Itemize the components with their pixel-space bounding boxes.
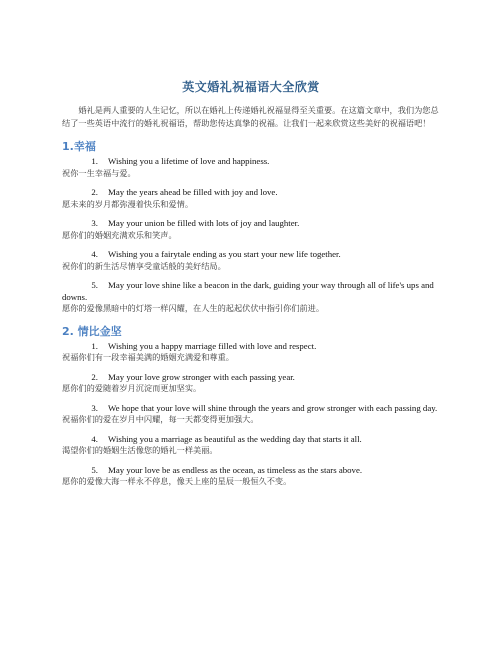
english-text: Wishing you a fairytale ending as you start your new life together. [108,249,341,259]
english-text: May your love be as endless as the ocean, as timeless as the stars above. [108,464,363,475]
section-love-stronger-than-gold [62,323,440,488]
chinese-text: 愿你们的爱随着岁月沉淀而更加坚实。 [62,383,202,393]
english-text: Wishing you a lifetime of love and happiness. [108,156,270,166]
chinese-text: 愿未来的岁月都弥漫着快乐和爱情。 [62,198,194,209]
item-number: 3. [91,402,98,413]
list-item [62,434,440,457]
item-number: 2. [91,187,98,197]
list-item [62,403,440,426]
section-heading: 2. 情比金坚 [62,324,122,338]
intro-paragraph: 婚礼是两人重要的人生记忆，所以在婚礼上传递婚礼祝福显得至关重要。在这篇文章中，我们为您总结了一些英语中流行的婚礼祝福语，帮助您传达真挚的祝福。让我们一起来欣赏这些美好的祝福语吧！ [62,105,439,128]
list-item [62,341,440,364]
section-heading: 1.幸福 [62,140,96,153]
list-item [62,156,440,179]
list-item [62,372,440,395]
english-text: May your union be filled with lots of joy and laughter. [108,218,300,228]
english-text: We hope that your love will shine through the years and grow stronger with each passing day. [108,402,438,413]
chinese-text: 祝福你们有一段幸福美满的婚姻充满爱和尊重。 [62,352,234,362]
item-number: 3. [91,218,98,228]
chinese-text: 愿你们的婚姻充满欢乐和笑声。 [62,229,177,240]
list-item [62,249,440,272]
item-number: 4. [91,433,98,444]
chinese-text: 祝福你们的爱在岁月中闪耀，每一天都变得更加强大。 [62,414,259,424]
item-number: 4. [91,249,98,259]
english-text: May the years ahead be filled with joy and love. [108,187,278,197]
document-title: 英文婚礼祝福语大全欣赏 [182,80,320,94]
item-number: 5. [91,464,98,475]
list-item [62,465,440,488]
list-item [62,280,440,315]
list-item [62,187,440,210]
english-text: May your love shine like a beacon in the dark, guiding your way through all of life's ups and downs. [62,280,434,302]
chinese-text: 愿你的爱像大海一样永不停息，像天上座的星辰一般恒久不变。 [62,476,292,486]
english-text: Wishing you a marriage as beautiful as the wedding day that starts it all. [108,433,362,444]
item-number: 5. [91,280,98,290]
english-text: Wishing you a happy marriage filled with love and respect. [108,340,317,351]
section-happiness [62,138,440,315]
item-number: 1. [91,156,98,166]
item-number: 2. [91,371,98,382]
chinese-text: 祝你们的新生活尽情享受童话般的美好结局。 [62,260,226,271]
chinese-text: 祝你一生幸福与爱。 [62,167,136,178]
chinese-text: 渴望你们的婚姻生活像您的婚礼一样美丽。 [62,445,218,455]
item-number: 1. [91,340,98,351]
english-text: May your love grow stronger with each passing year. [108,371,295,382]
list-item [62,218,440,241]
chinese-text: 愿你的爱像黑暗中的灯塔一样闪耀，在人生的起起伏伏中指引你们前进。 [62,303,325,313]
